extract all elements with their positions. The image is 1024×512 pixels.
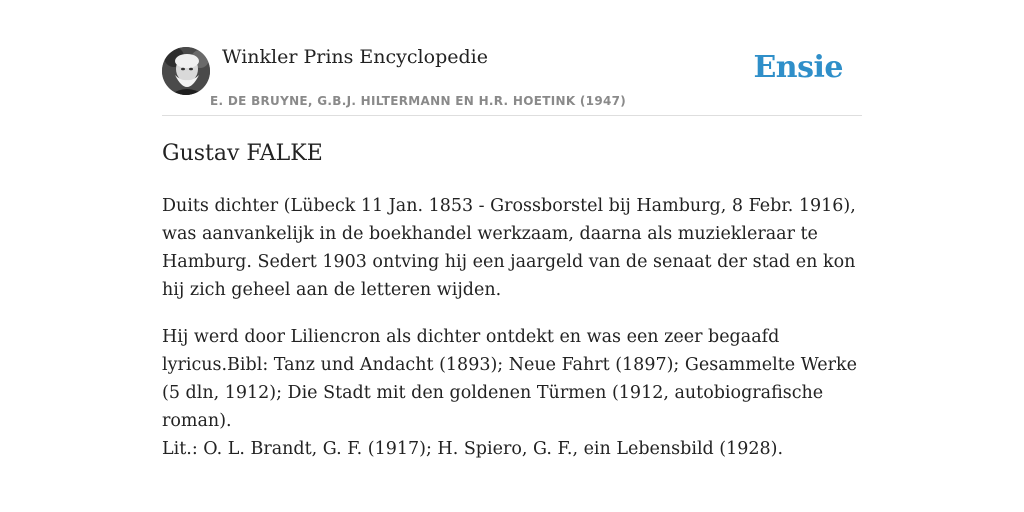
entry-paragraph: Duits dichter (Lübeck 11 Jan. 1853 - Grossborstel bij Hamburg, 8 Febr. 1916), was aanvankelijk in de boekhandel werkzaam, daarna als muziekleraar te Hamburg. Sedert 1903 ontving hij een jaargeld van de senaat der stad en kon hij zich geheel aan de letteren wijden. — [162, 196, 856, 300]
entry-literature: Lit.: O. L. Brandt, G. F. (1917); H. Spiero, G. F., ein Lebensbild (1928). — [162, 439, 784, 459]
ensie-logo[interactable]: Ensie — [753, 50, 843, 85]
book-authors: E. DE BRUYNE, G.B.J. HILTERMANN EN H.R. HOETINK (1947) — [210, 94, 627, 108]
page-header — [162, 0, 862, 116]
entry-paragraph: Hij werd door Liliencron als dichter ontdekt en was een zeer begaafd lyricus.Bibl: Tanz und Andacht (1893); Neue Fahrt (1897); Gesammelte Werke (5 dln, 1912); Die Stadt mit den goldenen Türmen (1912, autobiografische roman). — [162, 327, 857, 431]
page-container — [162, 0, 862, 459]
entry-title: Gustav FALKE — [162, 141, 323, 166]
author-portrait-icon[interactable] — [162, 47, 210, 95]
book-title[interactable]: Winkler Prins Encyclopedie — [222, 46, 488, 68]
